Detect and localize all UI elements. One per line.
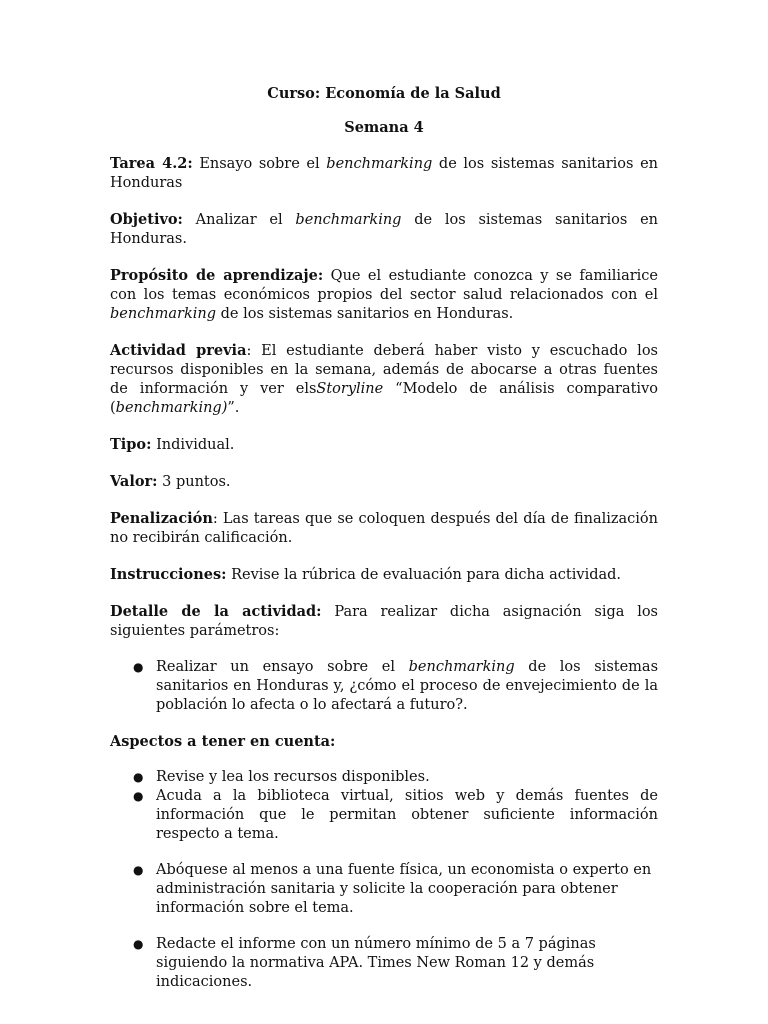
instructions-paragraph <box>110 565 658 585</box>
previous-activity-label: Actividad previa <box>110 342 247 359</box>
aspect-item-text: Abóquese al menos a una fuente física, un economista o experto en administración sanitaria y solicite la cooperación para obtener información sobre el tema. <box>156 862 652 916</box>
objective-label: Objetivo: <box>110 211 183 228</box>
instructions-text: Revise la rúbrica de evaluación para dicha actividad. <box>226 567 622 583</box>
list-item <box>133 861 658 918</box>
penalty-paragraph <box>110 509 658 548</box>
aspects-list-a <box>110 768 658 844</box>
list-item <box>133 935 658 992</box>
value-label: Valor: <box>110 473 158 490</box>
previous-text-mid: “Modelo de análisis comparativo ( <box>110 381 658 416</box>
previous-italic-benchmarking: benchmarking) <box>115 400 228 416</box>
objective-text-before: Analizar el <box>182 212 296 228</box>
purpose-italic: benchmarking <box>110 306 217 322</box>
course-title: Curso: Economía de la Salud <box>267 85 501 102</box>
type-paragraph <box>110 435 658 455</box>
list-item <box>133 768 658 787</box>
purpose-text-after: de los sistemas sanitarios en Honduras. <box>216 306 514 322</box>
aspects-heading: Aspectos a tener en cuenta: <box>110 733 336 750</box>
aspect-item-text: Revise y lea los recursos disponibles. <box>156 769 430 785</box>
detail-paragraph <box>110 602 658 641</box>
detail-text: Para realizar dicha asignación siga los siguientes parámetros: <box>110 604 659 639</box>
list-item <box>133 658 659 715</box>
detail-label: Detalle de la actividad: <box>110 603 322 620</box>
task-text-after: de los sistemas sanitarios en Honduras <box>110 156 659 191</box>
task-label: Tarea 4.2: <box>110 155 193 172</box>
aspects-list-b <box>110 861 658 992</box>
bullet-icon: ● <box>133 789 144 803</box>
aspect-item-text: Acuda a la biblioteca virtual, sitios web y demás fuentes de información que le permitan obtener suficiente información respecto a tema. <box>156 788 658 842</box>
objective-text-after: de los sistemas sanitarios en Honduras. <box>110 212 658 247</box>
penalty-text: : Las tareas que se coloquen después del día de finalización no recibirán calificación. <box>110 511 658 546</box>
detail-bullet-italic: benchmarking <box>408 659 515 675</box>
bullet-icon: ● <box>133 660 144 674</box>
previous-text-before: : El estudiante deberá haber visto y escuchado los recursos disponibles en la semana, además de abocarse a otras fuentes de información y ver els <box>110 343 658 397</box>
detail-list <box>110 658 658 715</box>
instructions-label: Instrucciones: <box>110 566 227 583</box>
type-value: Individual. <box>151 437 235 453</box>
document-page <box>110 84 658 1009</box>
task-text-before: Ensayo sobre el <box>192 156 327 172</box>
value-paragraph <box>110 472 658 492</box>
objective-italic: benchmarking <box>295 212 402 228</box>
purpose-paragraph <box>110 266 658 324</box>
objective-paragraph <box>110 210 658 249</box>
task-italic: benchmarking <box>326 156 433 172</box>
detail-bullet-text-after: de los sistemas sanitarios en Honduras y, ¿cómo el proceso de envejecimiento de la población lo afecta o lo afectará a futuro?. <box>156 659 659 713</box>
task-paragraph <box>110 154 658 193</box>
previous-text-after: ”. <box>227 400 240 416</box>
bullet-icon: ● <box>133 937 144 951</box>
detail-bullet-text-before: Realizar un ensayo sobre el <box>156 659 409 675</box>
penalty-label: Penalización <box>110 510 213 527</box>
aspect-item-text: Redacte el informe con un número mínimo de 5 a 7 páginas siguiendo la normativa APA. Times New Roman 12 y demás indicaciones. <box>156 936 596 990</box>
week-title: Semana 4 <box>344 119 424 136</box>
previous-italic-storyline: Storyline <box>316 381 384 397</box>
list-item <box>133 787 658 844</box>
bullet-icon: ● <box>133 863 144 877</box>
purpose-text-before: Que el estudiante conozca y se familiarice con los temas económicos propios del sector salud relacionados con el <box>110 268 658 303</box>
type-label: Tipo: <box>110 436 152 453</box>
bullet-icon: ● <box>133 770 144 784</box>
purpose-label: Propósito de aprendizaje: <box>110 267 324 284</box>
value-value: 3 puntos. <box>157 474 231 490</box>
previous-activity-paragraph <box>110 341 658 418</box>
